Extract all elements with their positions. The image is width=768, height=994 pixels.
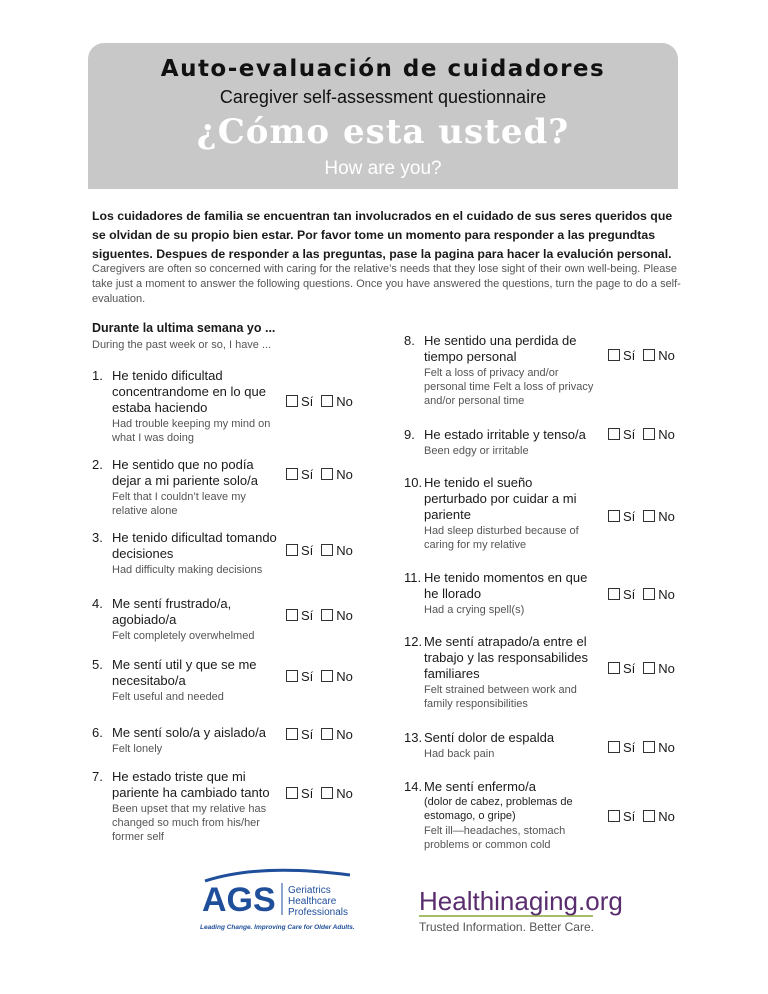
ags-logo	[200, 865, 380, 935]
answer-13-no[interactable]: No	[643, 740, 675, 755]
question-9: 9. He estado irritable y tenso/a Been edgy or irritable	[404, 427, 586, 457]
answer-5-yes[interactable]: Sí	[286, 669, 313, 684]
answer-1-yes[interactable]: Sí	[286, 394, 313, 409]
answer-7-no[interactable]: No	[321, 786, 353, 801]
checkbox[interactable]	[321, 609, 333, 621]
title-es: Auto-evaluación de cuidadores	[160, 56, 606, 82]
question-8: 8. He sentido una perdida de tiempo personal Felt a loss of privacy and/or personal time Felt a loss of privacy and/or personal time	[404, 333, 594, 407]
answer-10-no[interactable]: No	[643, 509, 675, 524]
checkbox[interactable]	[321, 670, 333, 682]
checkbox[interactable]	[286, 544, 298, 556]
checkbox[interactable]	[321, 468, 333, 480]
answer-6-no[interactable]: No	[321, 727, 353, 742]
answer-13-yes[interactable]: Sí	[608, 740, 635, 755]
answer-8-yes[interactable]: Sí	[608, 348, 635, 363]
answer-2-no[interactable]: No	[321, 467, 353, 482]
question-11: 11. He tenido momentos en que he llorado Had a crying spell(s)	[404, 570, 588, 616]
question-2: 2. He sentido que no podía dejar a mi pariente solo/a Felt that I couldn’t leave my relative alone	[92, 457, 258, 517]
question-3: 3. He tenido dificultad tomando decisiones Had difficulty making decisions	[92, 530, 277, 576]
answer-11	[608, 587, 683, 602]
answer-12-yes[interactable]: Sí	[608, 661, 635, 676]
answer-6-yes[interactable]: Sí	[286, 727, 313, 742]
hia-name: Healthinaging.org	[419, 886, 623, 916]
answer-8-no[interactable]: No	[643, 348, 675, 363]
answer-2-yes[interactable]: Sí	[286, 467, 313, 482]
header-banner	[88, 43, 678, 189]
answer-11-yes[interactable]: Sí	[608, 587, 635, 602]
answer-3-no[interactable]: No	[321, 543, 353, 558]
question-14: 14. Me sentí enfermo/a (dolor de cabez, problemas de estomago, o gripe) Felt ill—headaches, stomach problems or common cold	[404, 779, 573, 851]
title-en: Caregiver self-assessment questionnaire	[219, 87, 547, 107]
checkbox[interactable]	[608, 810, 620, 822]
answer-7-yes[interactable]: Sí	[286, 786, 313, 801]
during-en: During the past week or so, I have ...	[92, 339, 272, 351]
answer-14-no[interactable]: No	[643, 809, 675, 824]
checkbox[interactable]	[608, 662, 620, 674]
checkbox[interactable]	[608, 428, 620, 440]
checkbox[interactable]	[608, 741, 620, 753]
question-10: 10. He tenido el sueño perturbado por cuidar a mi pariente Had sleep disturbed because of caring for my relative	[404, 475, 579, 551]
checkbox[interactable]	[321, 728, 333, 740]
question-1: 1. He tenido dificultad concentrandome en lo que estaba haciendo Had trouble keeping my mind on what I was doing	[92, 368, 271, 444]
answer-1-no[interactable]: No	[321, 394, 353, 409]
checkbox[interactable]	[321, 395, 333, 407]
during-es: Durante la ultima semana yo ...	[92, 321, 276, 335]
answer-14-yes[interactable]: Sí	[608, 809, 635, 824]
checkbox[interactable]	[643, 588, 655, 600]
answer-4	[286, 608, 361, 623]
checkbox[interactable]	[286, 787, 298, 799]
checkbox[interactable]	[643, 741, 655, 753]
ags-line3: Professionals	[288, 907, 349, 918]
checkbox[interactable]	[286, 468, 298, 480]
checkbox[interactable]	[321, 787, 333, 799]
answer-13	[608, 740, 683, 755]
checkbox[interactable]	[286, 395, 298, 407]
answer-5	[286, 669, 361, 684]
answer-3-yes[interactable]: Sí	[286, 543, 313, 558]
checkbox[interactable]	[643, 662, 655, 674]
answer-8	[608, 348, 683, 363]
answer-10	[608, 509, 683, 524]
logo-swoosh	[205, 870, 350, 881]
checkbox[interactable]	[286, 670, 298, 682]
checkbox[interactable]	[643, 810, 655, 822]
hia-tagline: Trusted Information. Better Care.	[419, 920, 594, 934]
checkbox[interactable]	[286, 609, 298, 621]
answer-10-yes[interactable]: Sí	[608, 509, 635, 524]
checkbox[interactable]	[643, 428, 655, 440]
checkbox[interactable]	[286, 728, 298, 740]
answer-2	[286, 467, 361, 482]
answer-9	[608, 427, 683, 442]
answer-1	[286, 394, 361, 409]
answer-12	[608, 661, 683, 676]
checkbox[interactable]	[608, 510, 620, 522]
ags-tagline: Leading Change. Improving Care for Older Adults.	[200, 924, 355, 931]
answer-6	[286, 727, 361, 742]
answer-7	[286, 786, 361, 801]
question-en: How are you?	[324, 158, 442, 179]
answer-4-no[interactable]: No	[321, 608, 353, 623]
answer-3	[286, 543, 361, 558]
question-6: 6. Me sentí solo/a y aislado/a Felt lonely	[92, 725, 266, 755]
ags-line1: Geriatrics	[288, 885, 331, 896]
checkbox[interactable]	[643, 510, 655, 522]
question-4: 4. Me sentí frustrado/a, agobiado/a Felt completely overwhelmed	[92, 596, 255, 642]
intro-en: Caregivers are often so concerned with caring for the relative’s needs that they lose sight of their own well-being. Please take just a moment to answer the following questions. Once you have answered the questions, turn the page to do a self-evaluation.	[92, 263, 681, 305]
answer-11-no[interactable]: No	[643, 587, 675, 602]
healthinaging-logo	[417, 880, 623, 940]
question-13: 13. Sentí dolor de espalda Had back pain	[404, 730, 555, 760]
answer-9-no[interactable]: No	[643, 427, 675, 442]
checkbox[interactable]	[643, 349, 655, 361]
question-7: 7. He estado triste que mi pariente ha cambiado tanto Been upset that my relative has changed so much from his/her former self	[92, 769, 270, 843]
checkbox[interactable]	[321, 544, 333, 556]
checkbox[interactable]	[608, 349, 620, 361]
intro-es: Los cuidadores de familia se encuentran tan involucrados en el cuidado de sus seres queridos que se olvidan de su propio bien estar. Por favor tome un momento para responder a las pregundtas siguentes. Despues de responder a las preguntas, pase la pagina para hacer la evalución personal.	[92, 209, 673, 261]
ags-name: AGS	[202, 881, 276, 919]
question-12: 12. Me sentí atrapado/a entre el trabajo y las responsabilides familiares Felt strained between work and family responsibilities	[404, 634, 589, 710]
answer-4-yes[interactable]: Sí	[286, 608, 313, 623]
answer-12-no[interactable]: No	[643, 661, 675, 676]
answer-9-yes[interactable]: Sí	[608, 427, 635, 442]
checkbox[interactable]	[608, 588, 620, 600]
question-5: 5. Me sentí util y que se me necesitabo/a Felt useful and needed	[92, 657, 257, 703]
question-es: ¿Cómo esta usted?	[196, 112, 570, 152]
answer-14	[608, 809, 683, 824]
ags-line2: Healthcare	[288, 896, 337, 907]
answer-5-no[interactable]: No	[321, 669, 353, 684]
